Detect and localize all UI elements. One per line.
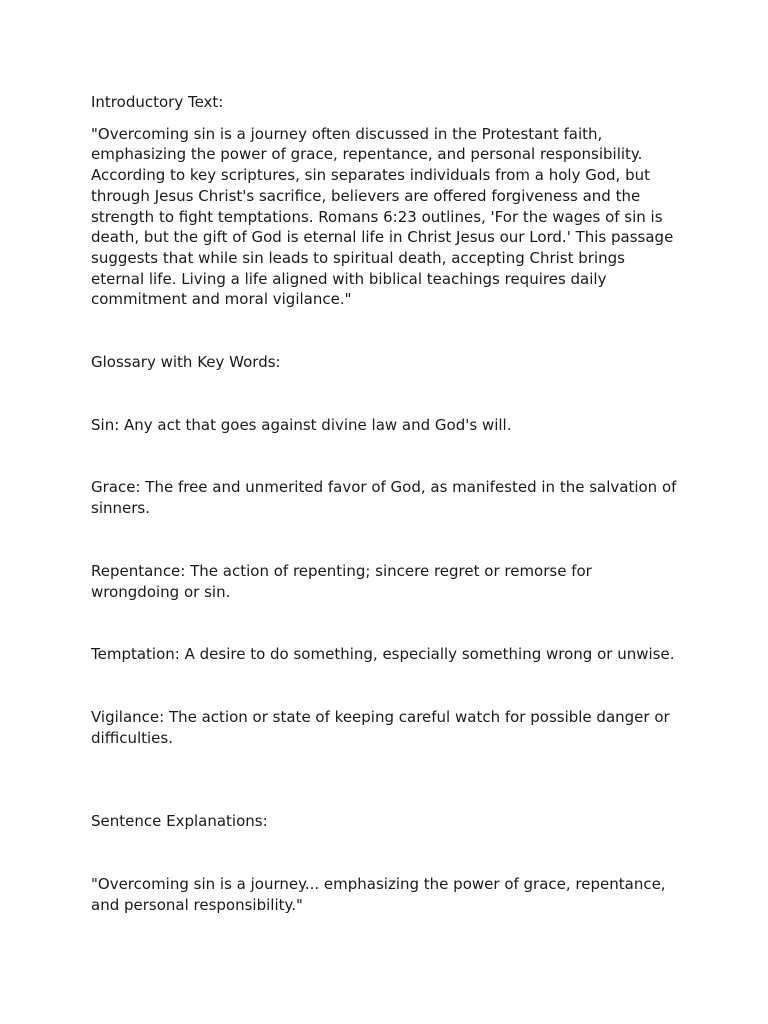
intro-paragraph: "Overcoming sin is a journey often discussed in the Protestant faith, emphasizing the power of grace, repentance, and personal responsibility. According to key scriptures, sin separates individuals from a holy God, but through Jesus Christ's sacrifice, believers are offered forgiveness and the strength to fight temptations. Romans 6:23 outlines, 'For the wages of sin is death, but the gift of God is eternal life in Christ Jesus our Lord.' This passage suggests that while sin leads to spiritual death, accepting Christ brings eternal life. Living a life aligned with biblical teachings requires daily commitment and moral vigilance." [91, 124, 674, 309]
glossary-heading: Glossary with Key Words: [91, 353, 281, 372]
glossary-entry-grace: Grace: The free and unmerited favor of God, as manifested in the salvation of sinners. [91, 478, 677, 518]
glossary-entry-repentance: Repentance: The action of repenting; sincere regret or remorse for wrongdoing or sin. [91, 561, 592, 601]
explanation-entry: "Overcoming sin is a journey... emphasizing the power of grace, repentance, and personal responsibility." [91, 875, 666, 914]
glossary-entry-vigilance: Vigilance: The action or state of keeping careful watch for possible danger or difficulties. [91, 707, 670, 747]
explanations-heading: Sentence Explanations: [91, 812, 268, 831]
intro-heading: Introductory Text: [91, 93, 224, 111]
glossary-entry-sin: Sin: Any act that goes against divine law and God's will. [91, 415, 512, 434]
glossary-entry-temptation: Temptation: A desire to do something, especially something wrong or unwise. [91, 645, 675, 664]
document-page [91, 92, 681, 915]
